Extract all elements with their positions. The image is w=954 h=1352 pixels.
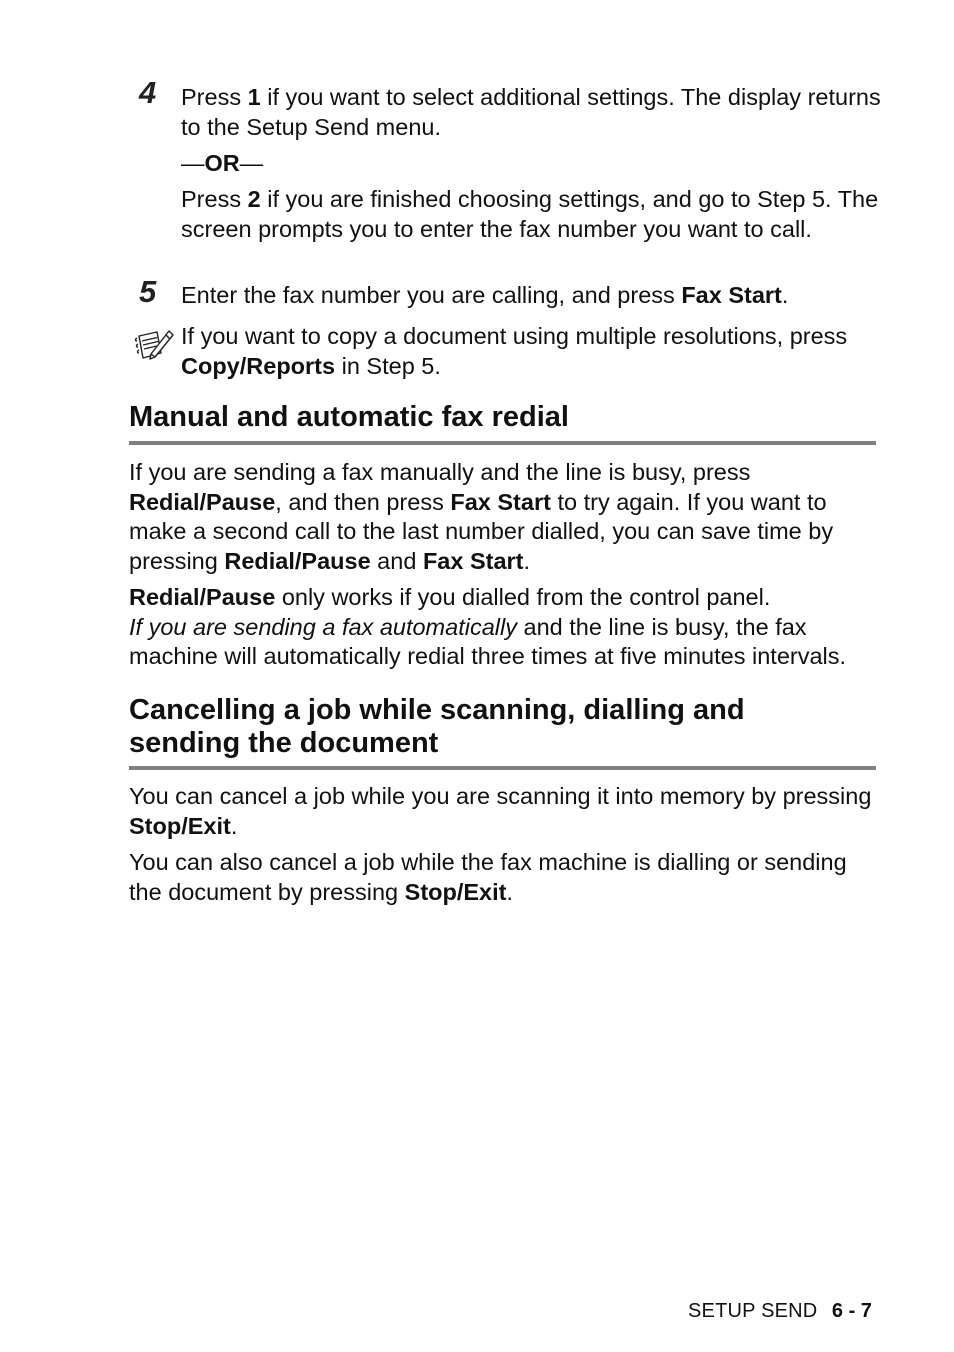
redial-p2-text-b: and the line is busy, the fax machine will automatically redial three times at five minutes intervals. bbox=[129, 613, 847, 669]
step-5-pre: Enter the fax number you are calling, and press bbox=[181, 282, 682, 308]
step-number-5: 5 bbox=[139, 274, 157, 309]
or-dash-left: — bbox=[181, 150, 205, 176]
cancel-p1-text-b: . bbox=[230, 812, 238, 839]
footer-page-number: 6 - 7 bbox=[831, 1300, 872, 1322]
step-5-text bbox=[181, 281, 881, 311]
redial-paragraph-1 bbox=[129, 458, 881, 576]
redial-pause-key: Redial/Pause bbox=[129, 584, 276, 610]
redial-pause-key: Redial/Pause bbox=[129, 488, 276, 515]
key-2: 2 bbox=[247, 186, 261, 212]
redial-p2-text-a: only works if you dialled from the control panel. bbox=[275, 584, 771, 610]
fax-start-key: Fax Start bbox=[422, 547, 524, 574]
step-4-alt-text bbox=[181, 185, 881, 244]
fax-start-key: Fax Start bbox=[450, 488, 551, 515]
redial-p1-text-a: If you are sending a fax manually and the line is busy, press bbox=[129, 459, 751, 485]
section-rule-2 bbox=[129, 766, 876, 770]
section-rule-1 bbox=[129, 441, 876, 445]
cancel-p2-text-b: . bbox=[506, 878, 514, 905]
step-4-pre: Press bbox=[181, 84, 248, 110]
note-post: in Step 5. bbox=[335, 352, 441, 379]
step-number-4: 4 bbox=[139, 75, 157, 110]
or-separator bbox=[181, 149, 263, 179]
page-footer bbox=[688, 1300, 872, 1323]
step-5-post: . bbox=[781, 282, 789, 308]
step-4-post: if you want to select additional settings. The display returns to the Setup Send menu. bbox=[181, 84, 881, 140]
redial-p1-text-e: . bbox=[523, 547, 531, 574]
step-4-alt-pre: Press bbox=[181, 186, 248, 212]
footer-section-label: SETUP SEND bbox=[688, 1300, 818, 1322]
redial-paragraph-2 bbox=[129, 583, 881, 672]
stop-exit-key: Stop/Exit bbox=[404, 878, 507, 905]
redial-pause-key: Redial/Pause bbox=[224, 547, 371, 574]
redial-p1-text-d: and bbox=[370, 547, 423, 574]
copy-reports-key: Copy/Reports bbox=[181, 352, 336, 379]
section-heading-fax-redial: Manual and automatic fax redial bbox=[129, 401, 569, 433]
note-pencil-icon bbox=[133, 327, 175, 367]
cancel-p1-text-a: You can cancel a job while you are scanning it into memory by pressing bbox=[129, 783, 872, 809]
step-4-text bbox=[181, 83, 881, 142]
redial-p2-italic: If you are sending a fax automatically bbox=[129, 613, 517, 640]
redial-p1-text-b: , and then press bbox=[275, 488, 451, 515]
section-heading-cancelling bbox=[129, 694, 889, 760]
heading-line-1: Cancelling a job while scanning, dialling and bbox=[129, 694, 745, 726]
step-4-alt-post: if you are finished choosing settings, and go to Step 5. The screen prompts you to enter the fax number you want to call. bbox=[181, 186, 879, 242]
cancel-paragraph-2 bbox=[129, 848, 881, 907]
cancel-paragraph-1 bbox=[129, 782, 881, 841]
note-pre: If you want to copy a document using multiple resolutions, press bbox=[181, 323, 848, 349]
cancel-p2-text-a: You can also cancel a job while the fax machine is dialling or sending the document by pressing bbox=[129, 849, 847, 905]
or-text: OR bbox=[204, 150, 240, 176]
key-1: 1 bbox=[247, 84, 261, 110]
fax-start-key: Fax Start bbox=[681, 282, 782, 308]
or-dash-right: — bbox=[239, 150, 264, 176]
heading-line-2: sending the document bbox=[129, 727, 439, 759]
redial-p1-text-c: to try again. If you want to make a second call to the last number dialled, you can save time by pressing bbox=[129, 488, 834, 574]
stop-exit-key: Stop/Exit bbox=[129, 812, 231, 839]
note-text bbox=[181, 322, 881, 381]
